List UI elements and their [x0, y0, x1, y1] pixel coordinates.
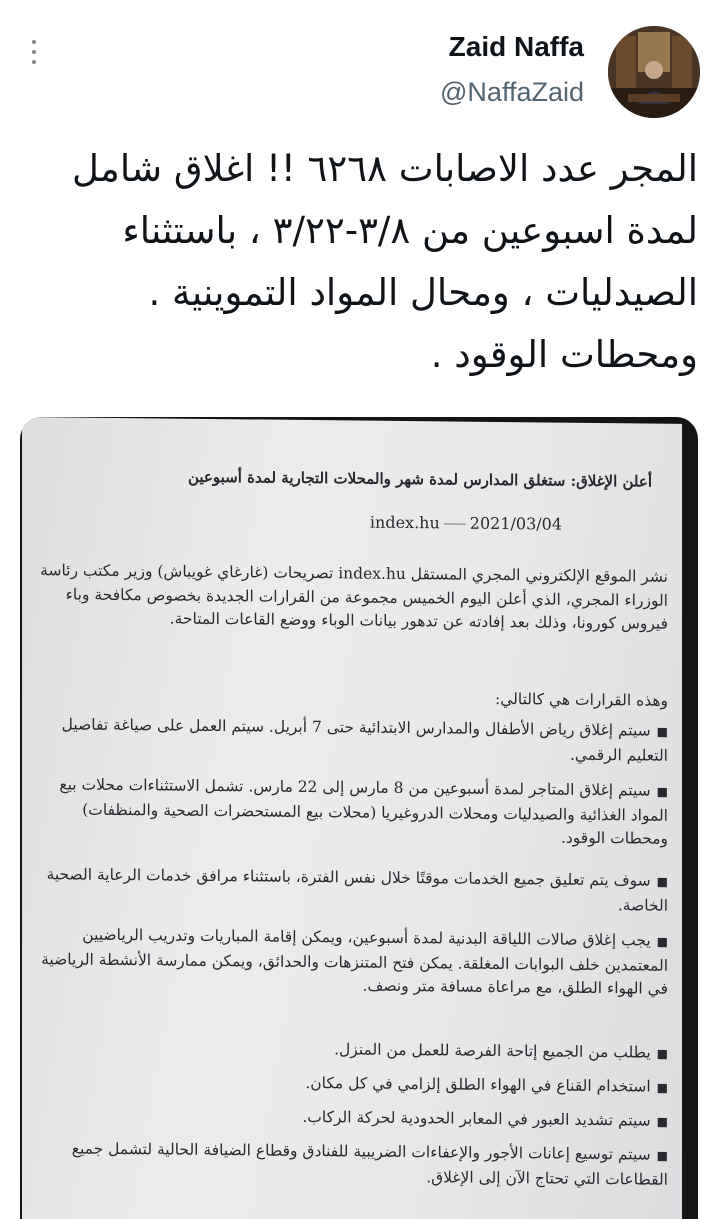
document-headline: أعلن الإغلاق: ستغلق المدارس لمدة شهر والمحلات التجارية لمدة أسبوعين [187, 467, 652, 491]
document-intro: نشر الموقع الإلكتروني المجري المستقل index.hu تصريحات (غارغاي غويباش) وزير مكتب رئاسة الوزراء المجري، الذي أعلن اليوم الخميس مجموعة من القرارات الجديدة بخصوص مكافحة وباء فيروس كورونا، وذلك بعد إفادته عن تدهور بيانات الوباء ووضع القاعات المتاحة. [40, 561, 668, 633]
decision-item: ■ سيتم توسيع إعانات الأجور والإعفاءات الضريبية للفنادق وقطاع الضيافة الحالية لتشمل جميع القطاعات التي تحتاج الآن إلى الإغلاق. [32, 1137, 668, 1192]
document-date: 2021/03/04 [469, 513, 562, 534]
decision-item: ■ استخدام القناع في الهواء الطلق إلزامي في كل مكان. [32, 1069, 668, 1100]
author-name[interactable]: Zaid Naffa [448, 31, 584, 62]
decision-item: ■ سيتم إغلاق المتاجر لمدة أسبوعين من 8 مارس إلى 22 مارس. تشمل الاستثناءات محلات بيع المواد الغذائية والصيدليات ومحلات الدروغيريا (محلات بيع المستحضرات الصحية والمنظفات) ومحطات الوقود. [32, 773, 668, 851]
avatar-image [608, 26, 700, 118]
decisions-title: وهذه القرارات هي كالتالي: [495, 689, 668, 710]
decision-item: ■ سيتم تشديد العبور في المعابر الحدودية لحركة الركاب. [32, 1103, 668, 1134]
author-info[interactable] [440, 30, 584, 110]
decision-item: ■ يطلب من الجميع إتاحة الفرصة للعمل من المنزل. [32, 1035, 668, 1066]
decision-item: ■ سوف يتم تعليق جميع الخدمات موقتًا خلال نفس الفترة، باستثناء مرافق خدمات الرعاية الصحية الخاصة. [32, 863, 668, 918]
document-paper [22, 417, 682, 1219]
document-source: index.hu [369, 512, 440, 533]
decision-item: ■ سيتم إغلاق رياض الأطفال والمدارس الابتدائية حتى 7 أبريل. سيتم العمل على صياغة تفاصيل التعليم الرقمي. [32, 713, 668, 768]
tweet-text: المجر عدد الاصابات ٦٢٦٨ !! اغلاق شامل لمدة اسبوعين من ٣/٨-٣/٢٢ ، باستثناء الصيدليات ، ومحال المواد التموينية . ومحطات الوقود . [72, 147, 698, 376]
author-handle[interactable]: @NaffaZaid [440, 77, 584, 107]
avatar[interactable] [608, 26, 700, 118]
document-content [22, 417, 682, 1219]
more-options-icon[interactable] [24, 38, 44, 66]
tweet-photo[interactable] [20, 417, 698, 1219]
decision-item: ■ يجب إغلاق صالات اللياقة البدنية لمدة أسبوعين، ويمكن إقامة المباريات وتدريب الرياضيين المعتمدين خلف البوابات المغلقة. يمكن فتح المتنزهات والحدائق، ويمكن ممارسة الأنشطة الرياضية في الهواء الطلق، مع مراعاة مسافة متر ونصف. [32, 923, 668, 1001]
document-meta [370, 513, 562, 534]
